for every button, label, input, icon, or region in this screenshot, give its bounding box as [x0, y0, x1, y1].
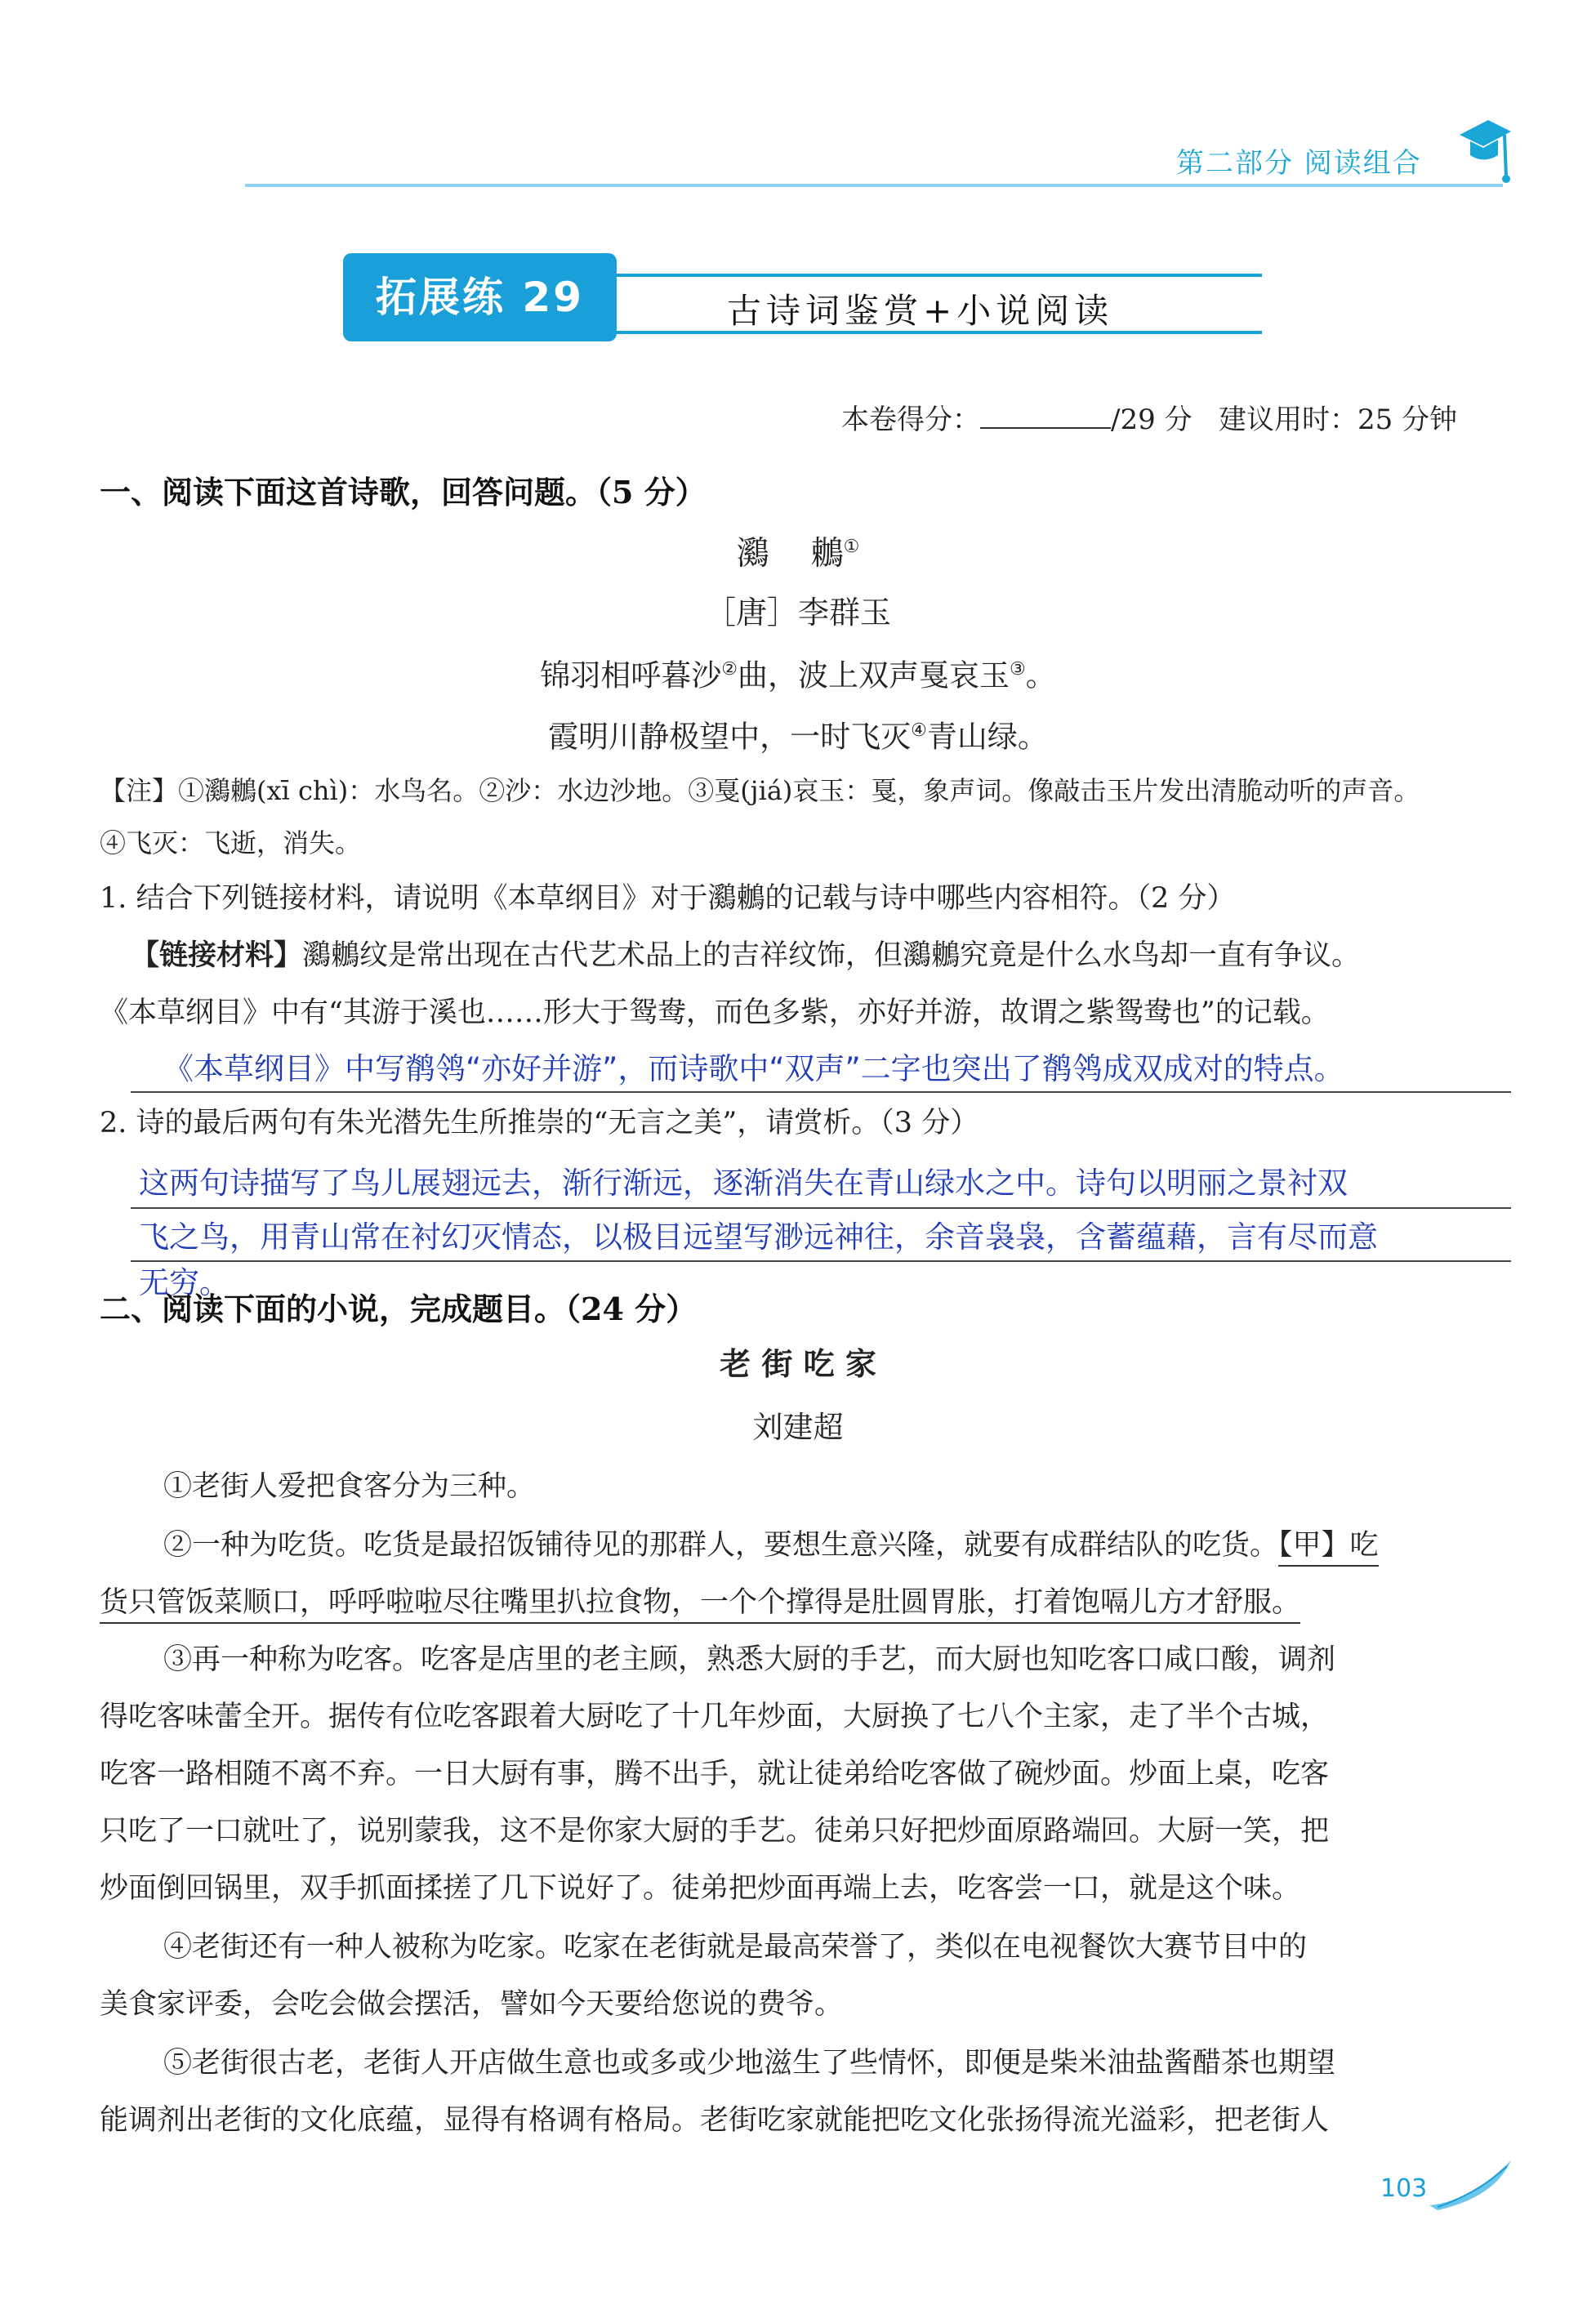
story-paragraph-3-line-1: ③再一种称为吃客。吃客是店里的老主顾，熟悉大厨的手艺，而大厨也知吃客口咸口酸，调剂 [163, 1643, 1336, 1676]
story-title: 老 街 吃 家 [720, 1345, 876, 1382]
poem-title-char-1: 鸂 [736, 534, 769, 573]
score-total: /29 分 [1111, 403, 1193, 436]
marked-passage-jia: 货只管饭菜顺口，呼呼啦啦尽往嘴里扒拉食物，一个个撑得是肚圆胃胀，打着饱嗝儿方才舒服。 [100, 1586, 1300, 1624]
poem-notes-line-1: 【注】①鸂鶒(xī chì)：水鸟名。②沙：水边沙地。③戛(jiá)哀玉：戛，象声词。像敲击玉片发出清脆动听的声音。 [100, 775, 1420, 806]
story-paragraph-3-line-5: 炒面倒回锅里，双手抓面揉搓了几下说好了。徒弟把炒面再端上去，吃客尝一口，就是这个味。 [100, 1872, 1301, 1905]
answer-2-rule-2 [131, 1260, 1511, 1262]
story-paragraph-1: ①老街人爱把食客分为三种。 [163, 1470, 536, 1503]
link-material-label: 【链接材料】 [131, 938, 303, 972]
part1-heading: 一、阅读下面这首诗歌，回答问题。（5 分） [100, 474, 707, 510]
link-material-text-1: 鸂鶒纹是常出现在古代艺术品上的吉祥纹饰，但鸂鶒究竟是什么水鸟却一直有争议。 [302, 939, 1361, 972]
score-label: 本卷得分： [841, 403, 980, 436]
score-line [841, 397, 1457, 437]
story-paragraph-2-line-2 [100, 1586, 1300, 1619]
story-paragraph-4-line-1: ④老街还有一种人被称为吃家。吃家在老街就是最高荣誉了，类似在电视餐饮大赛节目中的 [163, 1931, 1308, 1964]
poem-line-2-part-b: 青山绿。 [926, 719, 1048, 755]
story-paragraph-4-line-2: 美食家评委，会吃会做会摆活，譬如今天要给您说的费爷。 [100, 1988, 844, 2021]
poem-title-char-2: 鶒 [810, 534, 844, 573]
poem-title [0, 531, 1596, 573]
poem-notes-line-2: ④飞灭：飞逝，消失。 [100, 827, 362, 858]
question-2: 2. 诗的最后两句有朱光潜先生所推崇的“无言之美”，请赏析。（3 分） [100, 1107, 979, 1139]
part2-heading: 二、阅读下面的小说，完成题目。（24 分） [100, 1291, 698, 1327]
answer-2-line-2[interactable]: 飞之鸟，用青山常在衬幻灭情态，以极目远望写渺远神往，余音袅袅，含蓄蕴藉，言有尽而意 [139, 1219, 1378, 1255]
story-paragraph-3-line-2: 得吃客味蕾全开。据传有位吃客跟着大厨吃了十几年炒面，大厨换了七八个主家，走了半个古城， [100, 1701, 1330, 1733]
footnote-mark: ② [721, 659, 738, 680]
title-rule-top [617, 274, 1262, 277]
story-paragraph-3-line-4: 只吃了一口就吐了，说别蒙我，这不是你家大厨的手艺。徒弟只好把炒面原路端回。大厨一笑，把 [100, 1815, 1330, 1848]
answer-1-rule [131, 1091, 1511, 1093]
section-header: 第二部分 阅读组合 [1176, 147, 1422, 180]
link-material-line-1 [131, 939, 1360, 972]
poem-line-1 [0, 653, 1596, 692]
exercise-badge: 拓展练 29 [343, 253, 617, 341]
story-paragraph-2-line-1 [163, 1529, 1379, 1562]
question-1: 1. 结合下列链接材料，请说明《本草纲目》对于鸂鶒的记载与诗中哪些内容相符。（2 分） [100, 882, 1236, 915]
poem-author: ［唐］李群玉 [704, 595, 891, 631]
suggested-time: 建议用时：25 分钟 [1218, 403, 1458, 436]
page-number: 103 [1380, 2174, 1428, 2203]
story-paragraph-3-line-3: 吃客一路相随不离不弃。一日大厨有事，腾不出手，就让徒弟给吃客做了碗炒面。炒面上桌，吃客 [100, 1758, 1330, 1790]
feather-decoration-icon [1421, 2156, 1519, 2214]
poem-line-1-part-c: 。 [1025, 658, 1056, 693]
footnote-mark: ① [843, 537, 860, 557]
graduation-cap-icon [1456, 110, 1513, 184]
header-rule [245, 184, 1503, 187]
footnote-mark: ④ [911, 720, 927, 741]
link-material-line-2: 《本草纲目》中有“其游于溪也……形大于鸳鸯，而色多紫，亦好并游，故谓之紫鸳鸯也”的记载。 [100, 996, 1330, 1029]
poem-line-2 [0, 715, 1596, 753]
footnote-mark: ③ [1010, 659, 1026, 680]
answer-2-line-1[interactable]: 这两句诗描写了鸟儿展翅远去，渐行渐远，逐渐消失在青山绿水之中。诗句以明丽之景衬双 [139, 1166, 1348, 1201]
story-author: 刘建超 [752, 1410, 844, 1445]
exercise-subtitle: 古诗词鉴赏+小说阅读 [727, 291, 1114, 331]
poem-line-1-part-a: 锦羽相呼暮沙 [540, 658, 722, 693]
answer-2-rule-1 [131, 1207, 1511, 1209]
score-blank[interactable] [980, 403, 1111, 429]
poem-line-2-part-a: 霞明川静极望中，一时飞灭 [548, 719, 912, 755]
answer-2-line-3[interactable]: 无穷。 [139, 1265, 230, 1300]
story-paragraph-2-text: ②一种为吃货。吃货是最招饭铺待见的那群人，要想生意兴隆，就要有成群结队的吃货。 [163, 1529, 1279, 1562]
marked-passage-jia-start: 【甲】吃 [1278, 1529, 1379, 1567]
answer-1[interactable]: 《本草纲目》中写鹡鸰“亦好并游”，而诗歌中“双声”二字也突出了鹡鸰成双成对的特点。 [163, 1051, 1344, 1086]
story-paragraph-5-line-2: 能调剂出老街的文化底蕴，显得有格调有格局。老街吃家就能把吃文化张扬得流光溢彩，把老街人 [100, 2104, 1330, 2137]
story-paragraph-5-line-1: ⑤老街很古老，老街人开店做生意也或多或少地滋生了些情怀，即便是柴米油盐酱醋茶也期望 [163, 2047, 1336, 2080]
poem-line-1-part-b: 曲，波上双声戛哀玉 [738, 658, 1010, 693]
